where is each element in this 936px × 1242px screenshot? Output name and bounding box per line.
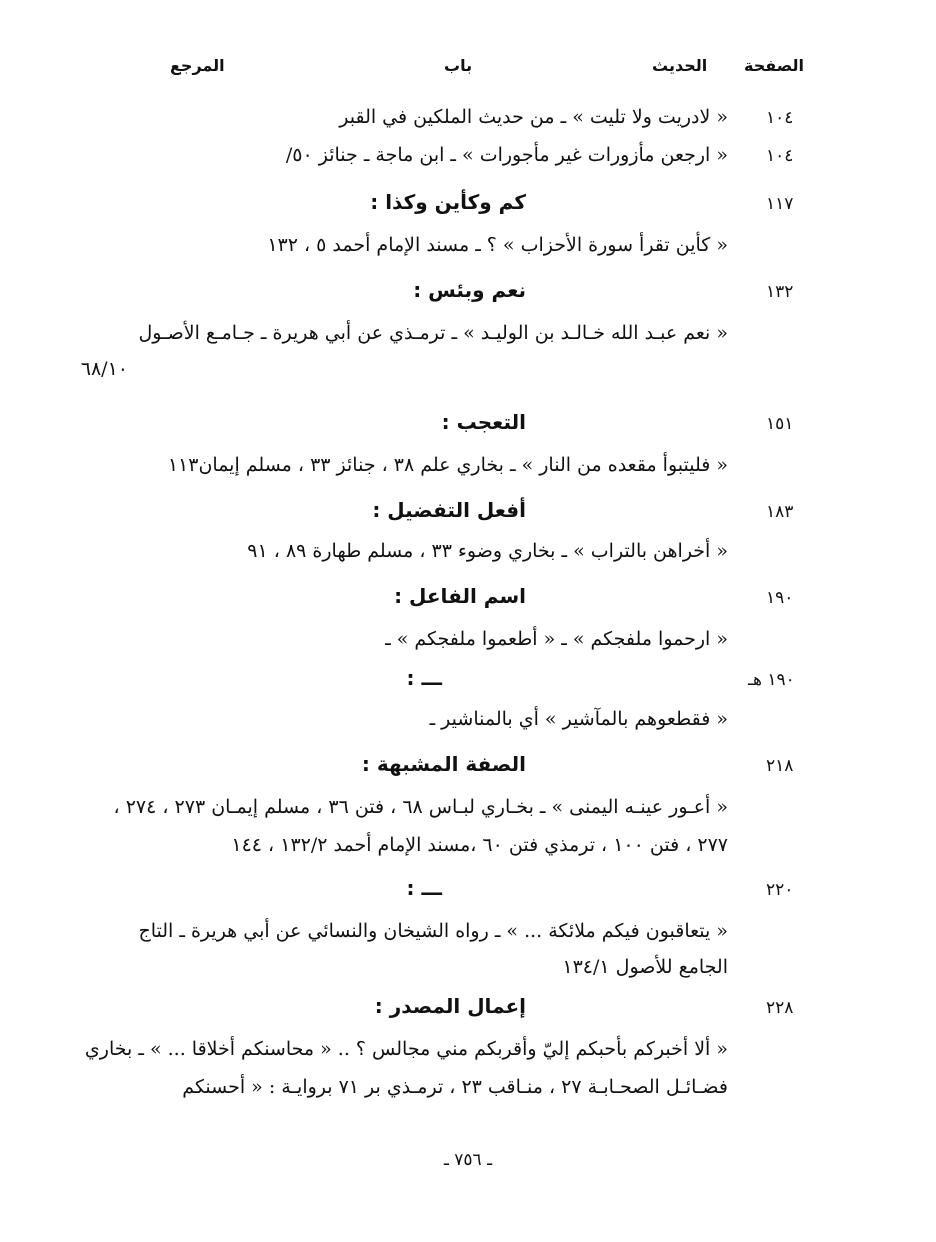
hadith-line: ٦٨/١٠ — [80, 358, 128, 380]
hadith-line: « ارحموا ملفجكم » ـ « أطعموا ملفجكم » ـ — [385, 628, 728, 650]
section-heading: كم وكأين وكذا : — [370, 190, 526, 214]
header-hadith-column: الحديث — [652, 56, 708, 75]
header-reference-column: المرجع — [170, 56, 225, 75]
hadith-line: « أخراهن بالتراب » ـ بخاري وضوء ٣٣ ، مسلم طهارة ٨٩ ، ٩١ — [247, 540, 728, 562]
hadith-line: « فقطعوهم بالمآشير » أي بالمناشير ـ — [429, 708, 728, 730]
page-number: ٢١٨ — [766, 756, 794, 776]
header-chapter-column: باب — [444, 56, 473, 75]
section-heading: نعم وبئس : — [413, 278, 526, 302]
hadith-line: « نعم عبـد الله خـالـد بن الوليـد » ـ ترمـذي عن أبي هريرة ـ جـامـع الأصـول — [138, 322, 728, 344]
page-number: ١٩٠ هـ — [748, 670, 795, 690]
section-heading: ـــ : — [406, 666, 442, 690]
page-number: ١٠٤ — [766, 146, 794, 166]
page-number: ١٥١ — [766, 414, 794, 434]
hadith-line: ٢٧٧ ، فتن ١٠٠ ، ترمذي فتن ٦٠ ،مسند الإمام أحمد ١٣٢/٢ ، ١٤٤ — [231, 834, 728, 856]
section-heading: ـــ : — [406, 876, 442, 900]
section-heading: الصفة المشبهة : — [361, 752, 526, 776]
section-heading: التعجب : — [441, 410, 526, 434]
page-number: ١٠٤ — [766, 108, 794, 128]
page-footer-number: ـ ٧٥٦ ـ — [443, 1150, 493, 1170]
page-number: ٢٢٠ — [766, 880, 794, 900]
section-heading: أفعل التفضيل : — [372, 498, 526, 522]
hadith-line: « ارجعن مأزورات غير مأجورات » ـ ابن ماجة ـ جنائز ٥٠/ — [285, 144, 728, 166]
page-number: ١٩٠ — [766, 588, 794, 608]
page-number: ١٨٣ — [766, 502, 794, 522]
hadith-line: « لادريت ولا تليت » ـ من حديث الملكين في القبر — [339, 106, 728, 128]
page-number: ٢٢٨ — [766, 998, 794, 1018]
hadith-line: الجامع للأصول ١٣٤/١ — [562, 956, 728, 978]
hadith-line: « كأين تقرأ سورة الأحزاب » ؟ ـ مسند الإمام أحمد ٥ ، ١٣٢ — [267, 234, 728, 256]
hadith-line: « فليتبوأ مقعده من النار » ـ بخاري علم ٣٨ ، جنائز ٣٣ ، مسلم إيمان١١٣ — [167, 454, 728, 476]
hadith-line: « يتعاقبون فيكم ملائكة ... » ـ رواه الشيخان والنسائي عن أبي هريرة ـ التاج — [138, 920, 728, 942]
header-page-column: الصفحة — [744, 56, 805, 75]
hadith-line: « أعـور عينـه اليمنى » ـ بخـاري لبـاس ٦٨ ، فتن ٣٦ ، مسلم إيمـان ٢٧٣ ، ٢٧٤ ، — [113, 796, 728, 818]
hadith-line: « ألا أخبركم بأحبكم إليّ وأقربكم مني مجالس ؟ .. « محاسنكم أخلاقا ... » ـ بخاري — [84, 1038, 728, 1060]
page-number: ١١٧ — [766, 194, 794, 214]
section-heading: إعمال المصدر : — [374, 994, 526, 1018]
section-heading: اسم الفاعل : — [394, 584, 526, 608]
hadith-line: فضـائـل الصحـابـة ٢٧ ، منـاقب ٢٣ ، ترمـذي بر ٧١ بروايـة : « أحسنكم — [182, 1076, 728, 1098]
page-number: ١٣٢ — [766, 282, 794, 302]
